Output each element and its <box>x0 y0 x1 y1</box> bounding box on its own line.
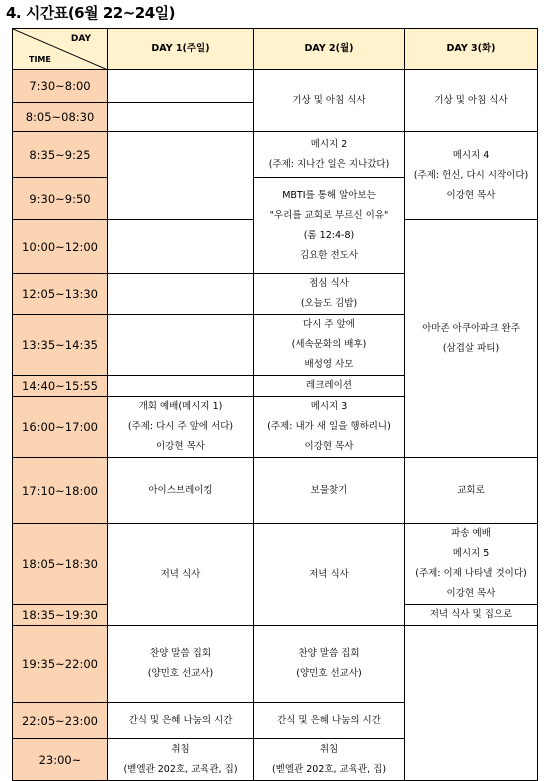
time-slot: 23:00~ <box>13 739 108 781</box>
cell-line: 메시지 3 <box>310 401 348 412</box>
time-slot: 18:35~19:30 <box>13 605 108 626</box>
cell-line: 파송 예배 <box>451 528 491 539</box>
empty-cell <box>108 70 254 103</box>
schedule-cell: 교회로 <box>405 458 538 524</box>
time-slot: 18:05~18:30 <box>13 524 108 605</box>
day-header-2: DAY 2(월) <box>254 29 405 70</box>
cell-line: (주제: 내가 새 일을 행하리니) <box>267 421 391 432</box>
cell-line: (삼겹살 파티) <box>442 342 500 354</box>
cell-line: 배성영 사모 <box>304 359 354 370</box>
schedule-cell <box>405 524 538 605</box>
day-axis-label: DAY <box>70 34 91 44</box>
schedule-cell <box>254 739 405 781</box>
diagonal-divider <box>13 29 108 70</box>
time-slot: 19:35~22:00 <box>13 626 108 703</box>
schedule-cell <box>254 315 405 376</box>
cell-line: 메시지 4 <box>452 149 490 161</box>
cell-line: (주제: 헌신, 다시 시작이다) <box>413 169 529 181</box>
cell-line: 이강현 목사 <box>446 588 496 599</box>
empty-cell <box>108 376 254 397</box>
cell-line: "우리를 교회로 부르신 이유" <box>269 209 389 221</box>
schedule-cell <box>405 220 538 458</box>
empty-cell <box>108 315 254 376</box>
cell-line: 찬양 말씀 집회 <box>298 648 360 659</box>
schedule-cell <box>254 132 405 178</box>
cell-line: 메시지 5 <box>452 548 490 559</box>
cell-line: 다시 주 앞에 <box>303 319 355 330</box>
cell-line: 취침 <box>319 743 339 755</box>
day-header-3: DAY 3(화) <box>405 29 538 70</box>
schedule-cell: 기상 및 아침 식사 <box>405 70 538 132</box>
cell-line: 이강현 목사 <box>156 441 205 452</box>
schedule-cell <box>254 397 405 458</box>
cell-line: (주제: 지나간 일은 지나갔다) <box>268 158 390 170</box>
cell-line: 찬양 말씀 집회 <box>149 648 212 659</box>
empty-cell <box>108 220 254 274</box>
schedule-cell: 아이스브레이킹 <box>108 458 254 524</box>
schedule-cell: 간식 및 은혜 나눔의 시간 <box>254 703 405 739</box>
cell-line: 이강현 목사 <box>304 441 354 452</box>
schedule-cell <box>254 178 405 274</box>
schedule-cell <box>108 626 254 703</box>
time-slot: 13:35~14:35 <box>13 315 108 376</box>
cell-line: 김요한 전도사 <box>299 249 359 261</box>
cell-line: (벧엘관 202호, 교육관, 집) <box>123 763 238 775</box>
cell-line: (세속문화의 배후) <box>291 339 367 350</box>
table-corner-header <box>13 29 108 70</box>
schedule-cell <box>108 739 254 781</box>
schedule-cell <box>254 626 405 703</box>
empty-cell <box>108 103 254 132</box>
page-title: 4. 시간표(6월 22~24일) <box>6 4 175 22</box>
schedule-cell: 레크레이션 <box>254 376 405 397</box>
time-slot: 7:30~8:00 <box>13 70 108 103</box>
cell-line: (주제: 이제 나타낼 것이다) <box>415 568 527 579</box>
time-slot: 16:00~17:00 <box>13 397 108 458</box>
time-slot: 12:05~13:30 <box>13 274 108 315</box>
schedule-cell: 간식 및 은혜 나눔의 시간 <box>108 703 254 739</box>
empty-cell <box>108 274 254 315</box>
cell-line: 아마존 아쿠아파크 완주 <box>422 322 520 334</box>
cell-line: MBTI를 통해 알아보는 <box>282 189 376 201</box>
time-axis-label: TIME <box>29 55 51 64</box>
time-slot: 22:05~23:00 <box>13 703 108 739</box>
schedule-cell: 기상 및 아침 식사 <box>254 70 405 132</box>
cell-line: 점심 식사 <box>309 278 349 289</box>
cell-line: (양민호 선교사) <box>147 668 214 679</box>
cell-line: (벧엘관 202호, 교육관, 집) <box>271 763 387 775</box>
schedule-cell: 저녁 식사 <box>254 524 405 626</box>
cell-line: 개회 예배(메시지 1) <box>138 401 223 412</box>
schedule-cell <box>405 132 538 220</box>
cell-line: 이강현 목사 <box>446 189 496 201</box>
time-slot: 14:40~15:55 <box>13 376 108 397</box>
schedule-cell: 저녁 식사 <box>108 524 254 626</box>
cell-line: (오늘도 김밥) <box>300 298 358 309</box>
empty-cell <box>108 132 254 220</box>
time-slot: 9:30~9:50 <box>13 178 108 220</box>
schedule-cell <box>254 274 405 315</box>
cell-line: (주제: 다시 주 앞에 서다) <box>127 421 234 432</box>
empty-cell <box>405 626 538 781</box>
cell-line: (양민호 선교사) <box>296 668 362 679</box>
time-slot: 8:05~08:30 <box>13 103 108 132</box>
schedule-table <box>12 28 538 781</box>
time-slot: 10:00~12:00 <box>13 220 108 274</box>
cell-line: (롬 12:4-8) <box>303 229 355 241</box>
time-slot: 17:10~18:00 <box>13 458 108 524</box>
time-slot: 8:35~9:25 <box>13 132 108 178</box>
schedule-cell <box>108 397 254 458</box>
schedule-cell: 보물찾기 <box>254 458 405 524</box>
cell-line: 취침 <box>171 743 190 755</box>
cell-line: 메시지 2 <box>310 138 348 150</box>
day-header-1: DAY 1(주일) <box>108 29 254 70</box>
schedule-cell: 저녁 식사 및 집으로 <box>405 605 538 626</box>
